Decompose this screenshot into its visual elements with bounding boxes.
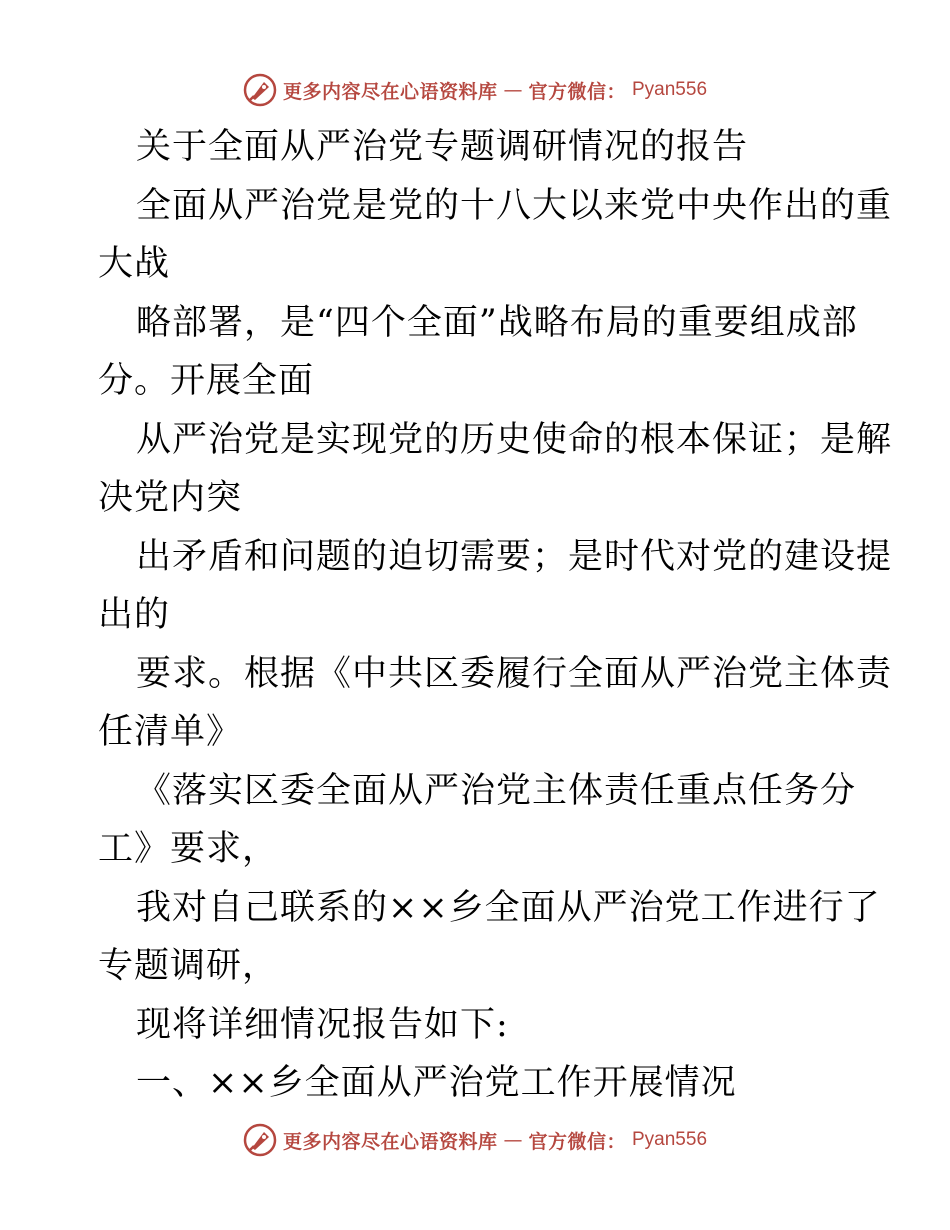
header-banner-content <box>243 73 707 107</box>
paragraph-line: 我对自己联系的××乡全面从严治党工作进行了 <box>136 887 881 928</box>
banner-wechat-id: Pyan556 <box>632 1129 708 1150</box>
document-title: 关于全面从严治党专题调研情况的报告 <box>136 127 749 167</box>
paragraph-line: 出的 <box>98 595 171 635</box>
paragraph-line: 现将详细情况报告如下: <box>136 1004 509 1045</box>
banner-wechat-label: 官方微信： <box>528 1130 626 1153</box>
pen-nib-icon <box>243 73 277 107</box>
banner-separator: — <box>503 1129 523 1151</box>
pen-nib-icon <box>243 1123 277 1157</box>
banner-separator: — <box>503 79 523 101</box>
paragraph-line: 要求。根据《中共区委履行全面从严治党主体责 <box>136 653 893 694</box>
paragraph-line: 《落实区委全面从严治党主体责任重点任务分 <box>136 770 857 811</box>
paragraph-line: 全面从严治党是党的十八大以来党中央作出的重 <box>136 185 893 226</box>
paragraph-line: 专题调研， <box>98 946 279 986</box>
footer-banner <box>0 1120 950 1160</box>
banner-wechat-label: 官方微信： <box>528 80 626 103</box>
footer-banner-content <box>243 1123 707 1157</box>
paragraph-line: 出矛盾和问题的迫切需要；是时代对党的建设提 <box>136 536 893 577</box>
header-banner <box>0 70 950 110</box>
banner-wechat-id: Pyan556 <box>632 79 708 100</box>
section-heading: 一、××乡全面从严治党工作开展情况 <box>136 1063 737 1103</box>
paragraph-line: 从严治党是实现党的历史使命的根本保证；是解 <box>136 419 893 460</box>
banner-site-text: 更多内容尽在心语资料库 <box>282 1130 498 1153</box>
paragraph-line: 工》要求， <box>98 829 279 869</box>
paragraph-line: 决党内突 <box>98 478 243 518</box>
paragraph-line: 任清单》 <box>98 712 243 752</box>
document-body <box>98 118 893 1113</box>
paragraph-line: 分。开展全面 <box>98 361 315 401</box>
paragraph-line: 大战 <box>98 244 171 284</box>
banner-site-text: 更多内容尽在心语资料库 <box>282 80 498 103</box>
paragraph-line: 略部署，是“四个全面”战略布局的重要组成部 <box>136 302 858 343</box>
